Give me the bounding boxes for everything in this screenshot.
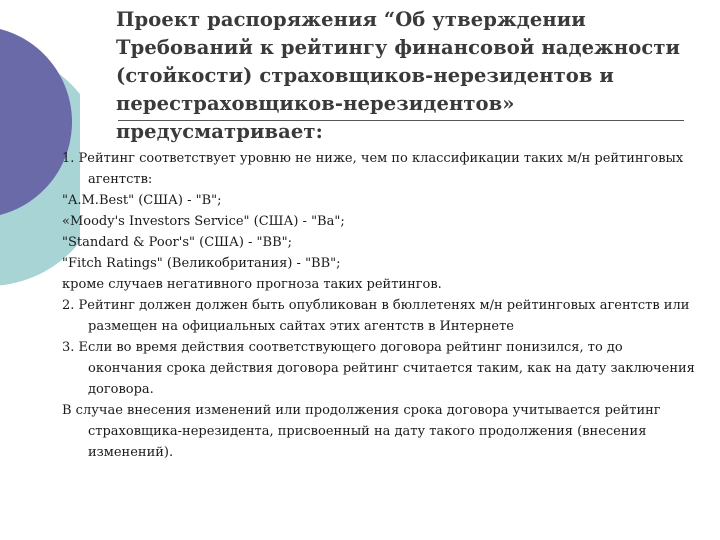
rating-fitch: "Fitch Ratings" (Великобритания) - "BB"; (62, 256, 341, 271)
rating-sp: "Standard & Poor's" (США) - "BB"; (62, 235, 292, 250)
paragraph-publication: 2. Рейтинг должен должен быть опубликован в бюллетенях м/н рейтинговых агентств или размещен на официальных сайтах этих агентств в Интернете (62, 298, 690, 334)
slide-title: Проект распоряжения “Об утверждении Требований к рейтингу финансовой надежности (стойкости) страховщиков-нерезидентов и перестраховщиков-нерезидентов» предусматривает: (116, 8, 681, 143)
slide-body (62, 148, 698, 463)
paragraph-downgrade: 3. Если во время действия соответствующего договора рейтинг понизился, то до окончания срока действия договора рейтинг считается таким, как на дату заключения договора. (62, 340, 695, 397)
paragraph-amendments: В случае внесения изменений или продолжения срока договора учитывается рейтинг страховщика-нерезидента, присвоенный на дату такого продолжения (внесения изменений). (62, 403, 661, 460)
paragraph-negative-forecast: кроме случаев негативного прогноза таких рейтингов. (62, 277, 442, 292)
rating-ambest: "A.M.Best" (США) - "B"; (62, 193, 222, 208)
title-divider (118, 120, 684, 121)
paragraph-rating-level: 1. Рейтинг соответствует уровню не ниже, чем по классификации таких м/н рейтинговых агентств: (62, 151, 684, 187)
rating-moodys: «Moody's Investors Service" (США) - "Ba"; (62, 214, 345, 229)
